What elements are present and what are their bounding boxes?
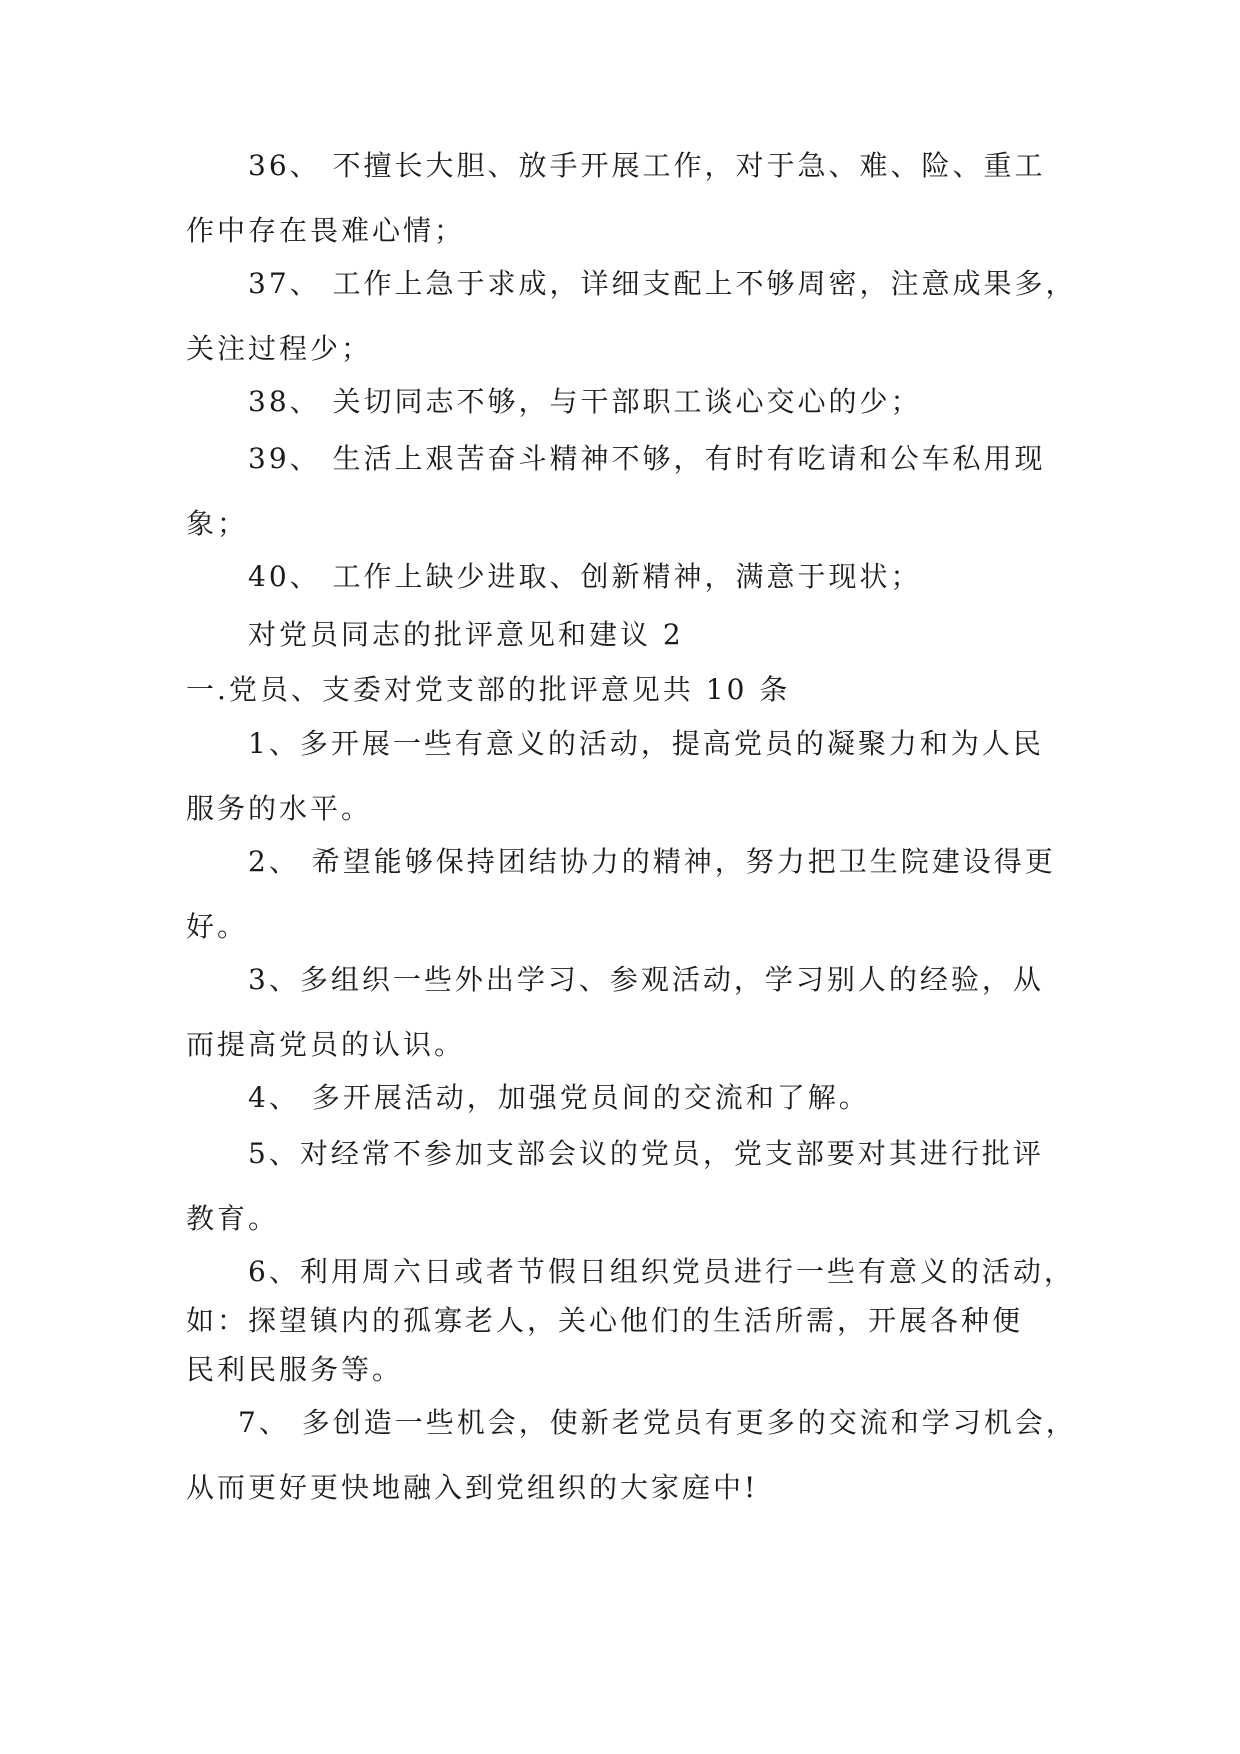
text-line: 39、 生活上艰苦奋斗精神不够，有时有吃请和公车私用现 bbox=[248, 442, 1046, 475]
text-line: 6、利用周六日或者节假日组织党员进行一些有意义的活动， bbox=[248, 1255, 1075, 1288]
text-line: 3、多组织一些外出学习、参观活动，学习别人的经验，从 bbox=[248, 963, 1044, 996]
text-line: 民利民服务等。 bbox=[186, 1353, 404, 1386]
text-line: 作中存在畏难心情； bbox=[186, 214, 466, 247]
text-line: 40、 工作上缺少进取、创新精神，满意于现状； bbox=[248, 560, 922, 593]
section-heading: 对党员同志的批评意见和建议 2 bbox=[248, 618, 684, 651]
text-line: 5、对经常不参加支部会议的党员，党支部要对其进行批评 bbox=[248, 1137, 1044, 1170]
text-line: 而提高党员的认识。 bbox=[186, 1028, 466, 1061]
text-line: 关注过程少； bbox=[186, 332, 373, 365]
text-line: 象； bbox=[186, 507, 249, 540]
text-line: 7、 多创造一些机会，使新老党员有更多的交流和学习机会， bbox=[238, 1406, 1077, 1439]
text-line: 38、 关切同志不够，与干部职工谈心交心的少； bbox=[248, 385, 922, 418]
text-line: 服务的水平。 bbox=[186, 792, 373, 825]
text-line: 2、 希望能够保持团结协力的精神，努力把卫生院建设得更 bbox=[248, 845, 1056, 878]
text-line: 1、多开展一些有意义的活动，提高党员的凝聚力和为人民 bbox=[248, 727, 1044, 760]
text-line: 4、 多开展活动，加强党员间的交流和了解。 bbox=[248, 1081, 870, 1114]
text-line: 如：探望镇内的孤寡老人，关心他们的生活所需，开展各种便 bbox=[186, 1304, 1024, 1337]
section-subheading: 一.党员、支委对党支部的批评意见共 10 条 bbox=[186, 673, 791, 706]
text-line: 教育。 bbox=[186, 1202, 280, 1235]
text-line: 36、 不擅长大胆、放手开展工作，对于急、难、险、重工 bbox=[248, 149, 1046, 182]
text-line: 37、 工作上急于求成，详细支配上不够周密，注意成果多， bbox=[248, 267, 1077, 300]
text-line: 好。 bbox=[186, 910, 249, 943]
text-line: 从而更好更快地融入到党组织的大家庭中! bbox=[186, 1471, 759, 1504]
